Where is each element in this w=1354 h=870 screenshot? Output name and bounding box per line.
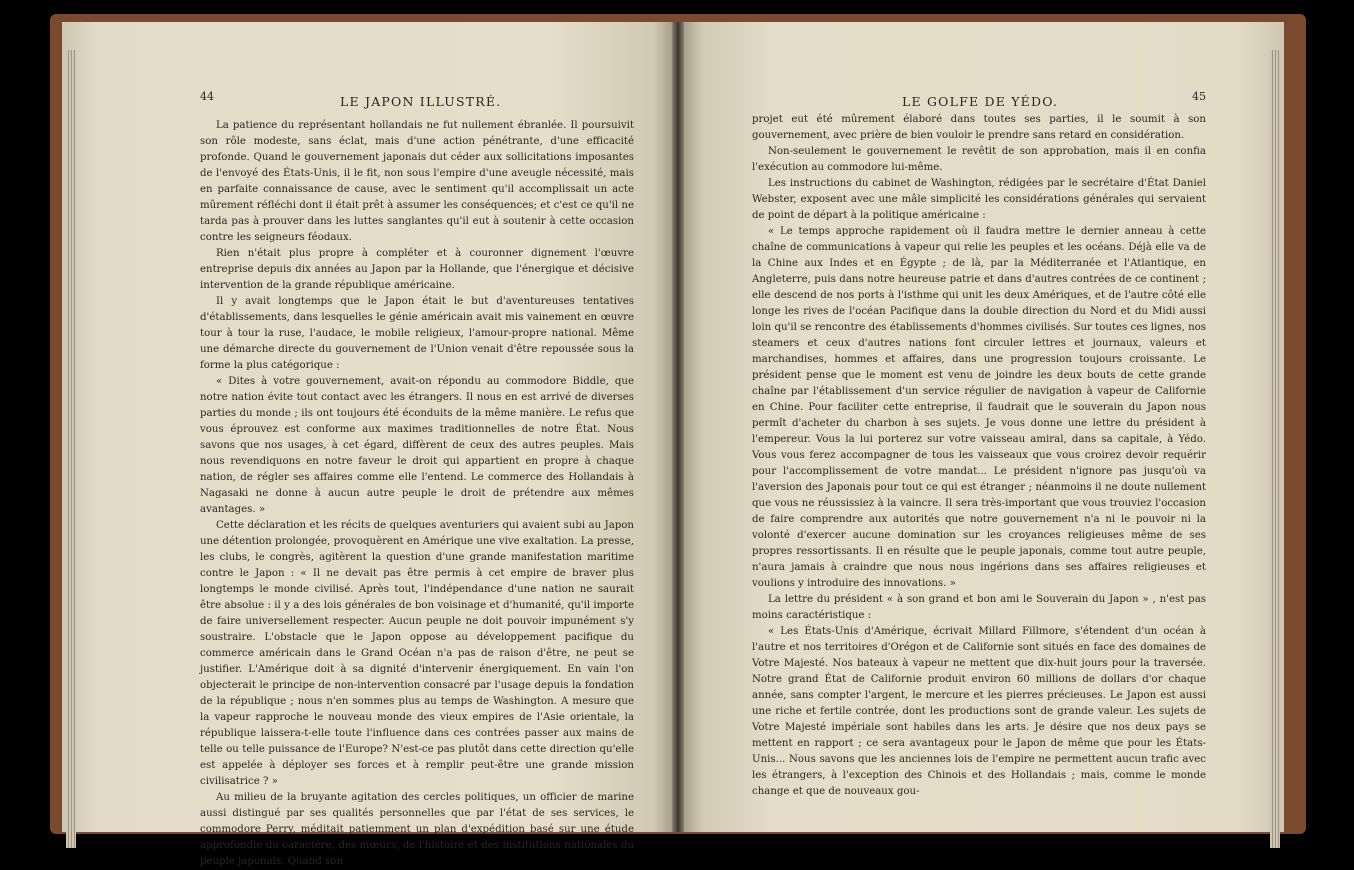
paragraph: La lettre du président « à son grand et bon ami le Souverain du Japon » , n'est pas moins caractéristique : — [752, 594, 1206, 621]
paragraph: Cette déclaration et les récits de quelques aventuriers qui avaient subi au Japon une détention prolongée, provoquèrent en Amérique une vive exaltation. La presse, les clubs, le congrès, agitèrent la question d'une grande manifestation maritime contre le Japon : « Il ne devait pas être permis à cet empire de braver plus longtemps le monde civilisé. Après tout, l'indépendance d'une nation ne saurait être absolue : il y a des lois générales de bon voisinage et d'humanité, qu'il importe de faire universellement respecter. Aucun peuple ne doit pouvoir impunément s'y soustraire. L'obstacle que le Japon oppose au développement pacifique du commerce américain dans le Grand Océan n'a pas de raison d'être, ne peut se justifier. L'Amérique doit à sa dignité d'intervenir énergiquement. En vain l'on objecterait le principe de non-intervention consacré par l'usage depuis la fondation de la république ; nous n'en sommes plus au temps de Washington. A mesure que la vapeur rapproche le nouveau monde des vieux empires de l'Asie orientale, la république laissera-t-elle toute l'influence dans ces contrées passer aux mains de telle ou telle puissance de l'Europe? N'est-ce pas plutôt dans cette direction qu'elle est appelée à déployer ses forces et à remplir peut-être une grande mission civilisatrice ? » — [200, 520, 634, 787]
left-running-head: LE JAPON ILLUSTRÉ. — [340, 94, 502, 109]
right-page-edges — [1270, 50, 1280, 848]
right-page-number: 45 — [1192, 90, 1206, 103]
paragraph: La patience du représentant hollandais ne fut nullement ébranlée. Il poursuivit son rôle modeste, sans éclat, mais d'une action pénétrante, d'une efficacité profonde. Quand le gouvernement japonais dut céder aux sollicitations imposantes de l'envoyé des États-Unis, il le fit, non sous l'empire d'une aveugle nécessité, mais en parfaite connaissance de cause, avec le sentiment qu'il accomplissait un acte mûrement réfléchi dont il était prêt à assumer les conséquences; et c'est ce qu'il ne tarda pas à prouver dans les luttes sanglantes qu'il eut à soutenir à cette occasion contre les seigneurs féodaux. — [200, 120, 634, 243]
paragraph: Les instructions du cabinet de Washington, rédigées par le secrétaire d'État Daniel Webster, exposent avec une mâle simplicité les considérations générales qui servaient de point de départ à la politique américaine : — [752, 178, 1206, 221]
paragraph: projet eut été mûrement élaboré dans toutes ses parties, il le soumit à son gouvernement, avec prière de bien vouloir le prendre sans retard en considération. — [752, 114, 1206, 141]
book-gutter — [672, 22, 684, 832]
paragraph: « Le temps approche rapidement où il faudra mettre le dernier anneau à cette chaîne de communications à vapeur qui relie les peuples et les océans. Déjà elle va de la Chine aux Indes et en Égypte ; de là, par la Méditerranée et l'Atlantique, en Angleterre, puis dans notre heureuse patrie et dans d'autres contrées de ce continent ; elle descend de nos ports à l'isthme qui unit les deux Amériques, et de l'autre côté elle longe les rives de l'océan Pacifique dans la double direction du Nord et du Midi aussi loin qu'il se rencontre des établissements d'hommes civilisés. Sur toutes ces lignes, nos steamers et ceux d'autres nations font circuler lettres et journaux, valeurs et marchandises, hommes et affaires, dans une progression toujours croissante. Le président pense que le moment est venu de joindre les deux bouts de cette grande chaîne par l'établissement d'un service régulier de navigation à vapeur de Californie en Chine. Pour faciliter cette entreprise, il faudrait que le souverain du Japon nous permît d'acheter du charbon à ses sujets. Je vous donne une lettre du président à l'empereur. Vous la lui porterez sur votre vaisseau amiral, dans sa capitale, à Yédo. Vous vous ferez accompagner de tous les vaisseaux que vous croirez devoir requérir pour l'accomplissement de votre mandat... Le président n'ignore pas jusqu'où va l'aversion des Japonais pour tout ce qui est étranger ; néanmoins il ne doute nullement que vous ne réussissiez à la vaincre. Il sera très-important que vous trouviez l'occasion de faire comprendre aux autorités que notre gouvernement n'a ni le pouvoir ni la volonté d'exercer aucune domination sur les croyances religieuses même de ses propres ressortissants. Il en résulte que le peuple japonais, comme tout autre peuple, n'aura jamais à craindre que nous nous ingérions dans ses affaires religieuses et voulions y introduire des innovations. » — [752, 226, 1206, 589]
paragraph: Au milieu de la bruyante agitation des cercles politiques, un officier de marine aussi distingué par ses qualités personnelles que par l'état de ses services, le commodore Perry, méditait patiemment un plan d'expédition basé sur une étude approfondie du caractère, des mœurs, de l'histoire et des institutions nationales du peuple japonais. Quand son — [200, 792, 634, 867]
left-body-text — [200, 118, 634, 870]
right-running-head: LE GOLFE DE YÉDO. — [902, 94, 1059, 109]
paragraph: « Les États-Unis d'Amérique, écrivait Millard Fillmore, s'étendent d'un océan à l'autre et nos territoires d'Orégon et de Californie sont situés en face des domaines de Votre Majesté. Nos bateaux à vapeur ne mettent que dix-huit jours pour la traversée. Notre grand État de Californie produit environ 60 millions de dollars d'or chaque année, sans compter l'argent, le mercure et les pierres précieuses. Le Japon est aussi une riche et fertile contrée, dont les productions sont de grande valeur. Les sujets de Votre Majesté impériale sont habiles dans les arts. Je désire que nos deux pays se mettent en rapport ; ce sera avantageux pour le Japon de même que pour les États-Unis... Nous savons que les anciennes lois de l'empire ne permettent aucun trafic avec les étrangers, à l'exception des Chinois et des Hollandais ; mais, comme le monde change et que de nouveaux gou- — [752, 626, 1206, 797]
paragraph: Il y avait longtemps que le Japon était le but d'aventureuses tentatives d'établissements, dans lesquelles le génie américain avait mis vainement en œuvre tour à tour la ruse, l'audace, le mobile religieux, l'amour-propre national. Même une démarche directe du gouvernement de l'Union venait d'être repoussée sous la forme la plus catégorique : — [200, 296, 634, 371]
left-page — [62, 22, 672, 867]
paragraph: Non-seulement le gouvernement le revêtit de son approbation, mais il en confia l'exécution au commodore lui-même. — [752, 146, 1206, 173]
paragraph: Rien n'était plus propre à compléter et à couronner dignement l'œuvre entreprise depuis dix années au Japon par la Hollande, que l'énergique et décisive intervention de la grande république américaine. — [200, 248, 634, 291]
left-page-edges — [66, 50, 76, 848]
left-page-number: 44 — [200, 90, 214, 103]
right-page — [684, 22, 1284, 832]
right-body-text — [752, 112, 1206, 800]
paragraph: « Dites à votre gouvernement, avait-on répondu au commodore Biddle, que notre nation évite tout contact avec les étrangers. Il nous en est arrivé de diverses parties du monde ; ils ont toujours été éconduits de la même manière. Le refus que vous éprouvez est conforme aux maximes traditionnelles de notre État. Nous savons que nos usages, à cet égard, diffèrent de ceux des autres peuples. Mais nous revendiquons en notre faveur le droit qui appartient en propre à chaque nation, de régler ses affaires comme elle l'entend. Le commerce des Hollandais à Nagasaki ne donne à aucun autre peuple le droit de prétendre aux mêmes avantages. » — [200, 376, 634, 515]
